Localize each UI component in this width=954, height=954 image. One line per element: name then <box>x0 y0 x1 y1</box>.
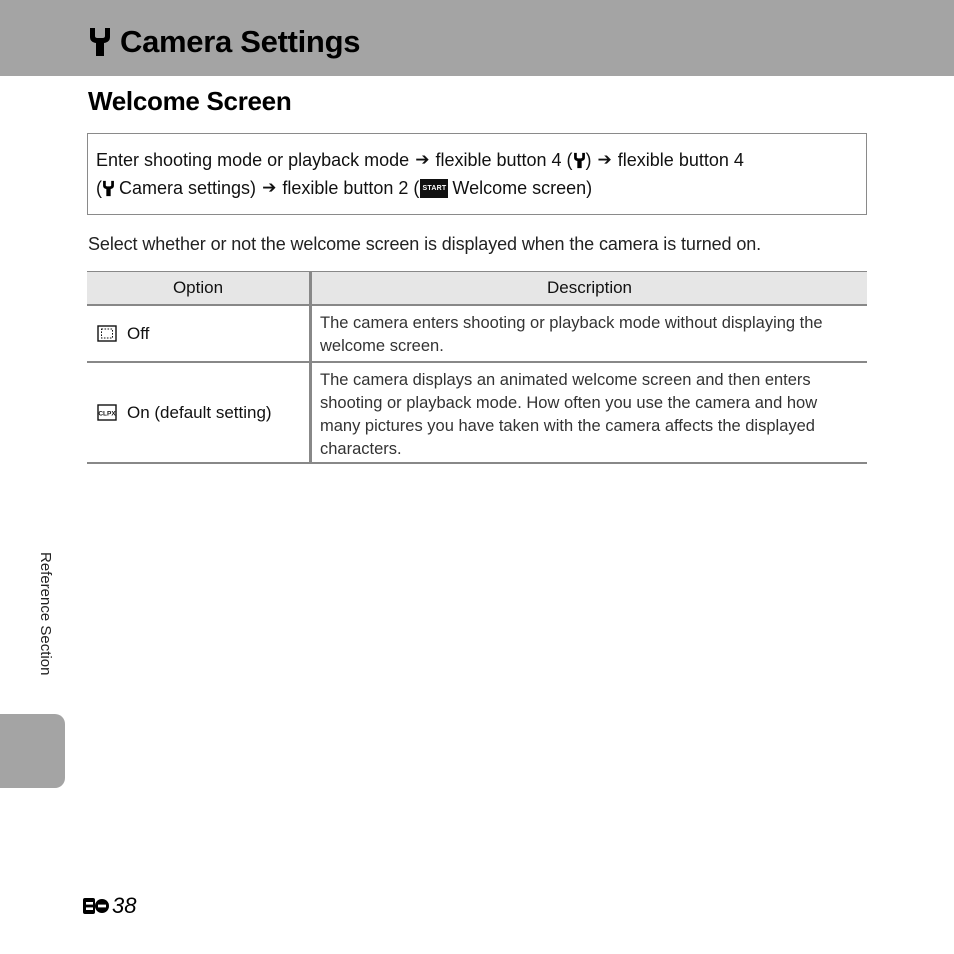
nav-text: Camera settings) <box>119 178 257 198</box>
arrow-right-icon: ➔ <box>415 150 430 169</box>
options-table <box>87 271 867 464</box>
description-cell: The camera enters shooting or playback mode without displaying the welcome screen. <box>309 306 867 361</box>
arrow-right-icon: ➔ <box>597 150 612 169</box>
nav-path-line-2 <box>96 174 858 202</box>
section-tab <box>0 714 65 788</box>
start-icon: START <box>420 179 448 198</box>
nav-text: ( <box>96 178 102 198</box>
option-label: Off <box>127 323 150 343</box>
column-header-description: Description <box>309 272 867 304</box>
nav-text: flexible button 2 ( <box>282 178 420 198</box>
intro-paragraph: Select whether or not the welcome screen is displayed when the camera is turned on. <box>88 234 762 254</box>
nav-text: Enter shooting mode or playback mode <box>96 150 410 170</box>
wrench-icon <box>573 151 586 170</box>
nav-text: Welcome screen) <box>452 178 593 198</box>
option-cell <box>87 363 309 462</box>
clpx-icon-text: CLPX <box>98 410 116 418</box>
option-label: On (default setting) <box>127 402 272 422</box>
column-header-option: Option <box>172 278 224 297</box>
side-section-label-text: Reference Section <box>37 552 54 676</box>
wrench-icon <box>88 26 112 58</box>
nav-text: flexible button 4 ( <box>435 150 573 170</box>
nav-path-line-1 <box>96 146 858 174</box>
page-number <box>82 893 136 919</box>
clpx-icon <box>97 404 117 421</box>
nav-text: flexible button 4 <box>617 150 744 170</box>
table-header <box>87 271 867 306</box>
section-title: Welcome Screen <box>88 86 292 116</box>
table-row <box>87 363 867 464</box>
chapter-title <box>88 22 360 62</box>
chapter-title-text: Camera Settings <box>120 24 361 59</box>
navigation-path-box <box>87 133 867 215</box>
nav-text: ) <box>585 150 592 170</box>
page-number-text: 38 <box>112 893 137 918</box>
description-cell: The camera displays an animated welcome screen and then enters shooting or playback mode. How often you use the camera and how many pictures you have taken with the camera affects the displayed characters. <box>309 363 867 462</box>
wrench-icon <box>102 179 115 198</box>
arrow-right-icon: ➔ <box>262 178 277 197</box>
off-icon <box>97 325 117 342</box>
side-section-label <box>38 552 56 702</box>
option-cell <box>87 306 309 361</box>
table-row <box>87 306 867 363</box>
reference-e-icon <box>82 896 110 916</box>
